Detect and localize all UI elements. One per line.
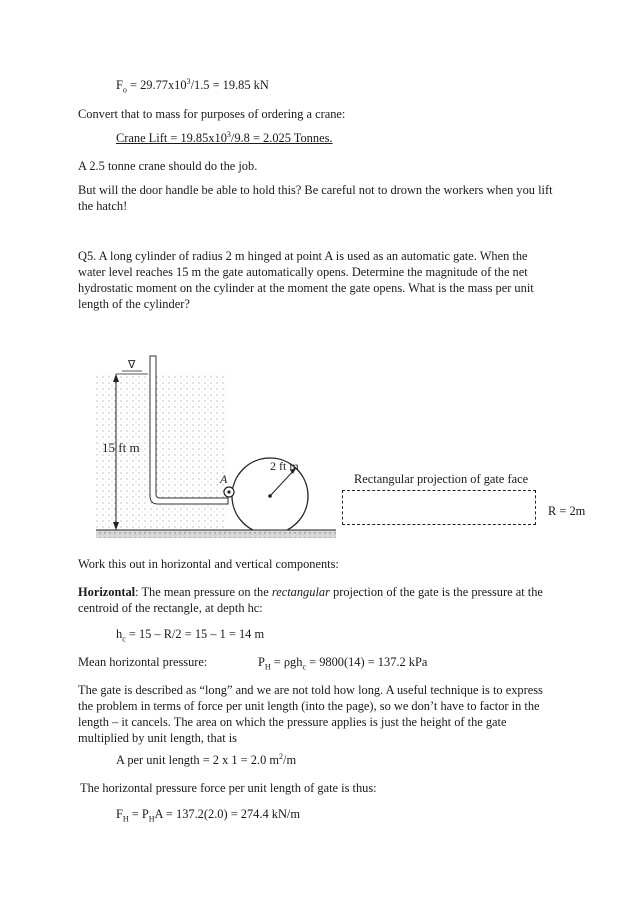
long-paragraph: The gate is described as “long” and we are not told how long. A useful technique is to express the problem in terms of force per unit length (into the page), so we don’t have to factor in the length – it cancels. The area on which the pressure applies is just the height of the gate multiplied by unit length, that is [78, 683, 543, 745]
surface-symbol: ∇ [128, 358, 136, 371]
gate-diagram-svg [78, 346, 338, 541]
crane-lift-equation: Crane Lift = $19.85x10^3/9.8 = 2.025$ Tonnes. [116, 129, 333, 145]
door-handle-text: But will the door handle be able to hold this? Be careful not to drown the workers when you lift the hatch! [78, 183, 553, 213]
crane-job-text: A 2.5 tonne crane should do the job. [78, 159, 258, 173]
convert-text: Convert that to mass for purposes of ordering a crane: [78, 107, 346, 121]
fh-equation: $F_H = P_HA = 137.2(2.0) = 274.4$ kN/m [116, 807, 300, 824]
hinge-label: A [220, 472, 228, 486]
horizontal-heading: Horizontal [78, 585, 136, 599]
hc-equation: $h_c = 15 - R/2 = 15 - 1 = 14$ m [116, 627, 265, 644]
area-equation: A per unit length = 2 x 1 = 2.0 $m^2/m$ [116, 751, 297, 767]
ph-equation: $P_H = \rho gh_c = 9800(14) = 137.2$ kPa [258, 655, 428, 672]
mean-horizontal-label: Mean horizontal pressure: [78, 655, 208, 669]
radius-note: R = 2m [548, 504, 586, 518]
fo-equation: $F_o = 29.77x10^3/1.5 = 19.85$ kN [116, 76, 269, 95]
horizontal-force-text: The horizontal pressure force per unit length of gate is thus: [80, 781, 377, 795]
wall [150, 356, 156, 496]
ground [96, 530, 336, 538]
radius-label: 2 ft m [270, 459, 299, 473]
projection-label: Rectangular projection of gate face [354, 472, 529, 486]
q5-paragraph: Q5. A long cylinder of radius 2 m hinged at point A is used as an automatic gate. When the water level reaches 15 m the gate automatically opens. Determine the magnitude of the net hydrostatic moment on the cylinder at the moment the gate opens. What is the mass per unit length of the cylinder? [78, 249, 534, 311]
gate-diagram [78, 346, 338, 541]
horizontal-paragraph: Horizontal: The mean pressure on the rectangular projection of the gate is the pressure at the centroid of the rectangle, at depth hc: [78, 585, 543, 615]
work-out-text: Work this out in horizontal and vertical components: [78, 557, 339, 571]
projection-box [342, 490, 536, 525]
depth-label: 15 ft m [102, 440, 140, 455]
